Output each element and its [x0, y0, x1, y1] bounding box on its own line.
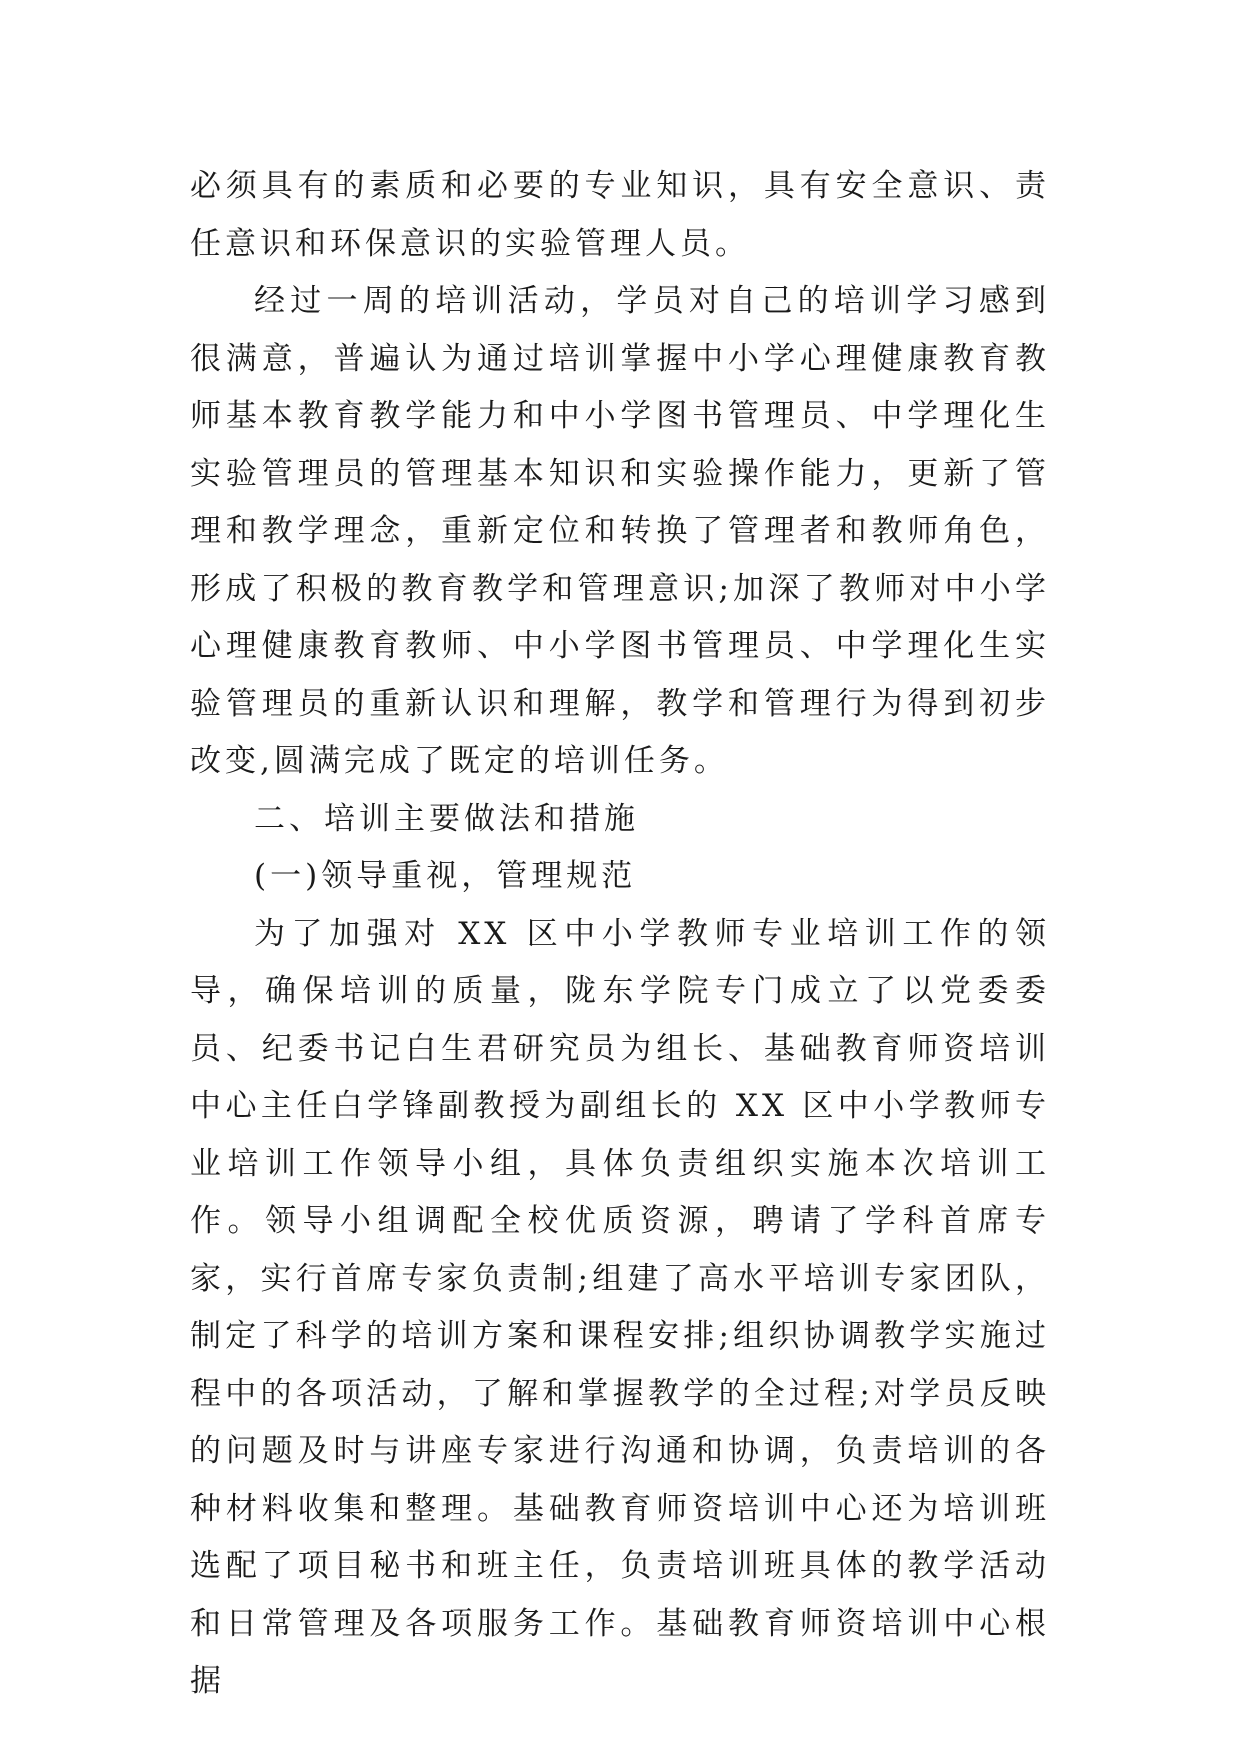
document-body	[190, 158, 1050, 1711]
paragraph-continuation: 必须具有的素质和必要的专业知识，具有安全意识、责任意识和环保意识的实验管理人员。	[190, 168, 1050, 262]
paragraph-training-outcome: 经过一周的培训活动，学员对自己的培训学习感到很满意，普遍认为通过培训掌握中小学心理健康教育教师基本教育教学能力和中小学图书管理员、中学理化生实验管理员的管理基本知识和实验操作能力，更新了管理和教学理念，重新定位和转换了管理者和教师角色，形成了积极的教育教学和管理意识;加深了教师对中小学心理健康教育教师、中小学图书管理员、中学理化生实验管理员的重新认识和理解，教学和管理行为得到初步改变,圆满完成了既定的培训任务。	[190, 283, 1050, 779]
paragraph-leadership: 为了加强对 XX 区中小学教师专业培训工作的领导，确保培训的质量，陇东学院专门成立了以党委委员、纪委书记白生君研究员为组长、基础教育师资培训中心主任白学锋副教授为副组长的 XX 区中小学教师专业培训工作领导小组，具体负责组织实施本次培训工作。领导小组调配全校优质资源，聘请了学科首席专家，实行首席专家负责制;组建了高水平培训专家团队，制定了科学的培训方案和课程安排;组织协调教学实施过程中的各项活动，了解和掌握教学的全过程;对学员反映的问题及时与讲座专家进行沟通和协调，负责培训的各种材料收集和整理。基础教育师资培训中心还为培训班选配了项目秘书和班主任，负责培训班具体的教学活动和日常管理及各项服务工作。基础教育师资培训中心根据	[190, 915, 1050, 1699]
subsection-heading: (一)领导重视，管理规范	[254, 858, 637, 894]
section-heading: 二、培训主要做法和措施	[254, 800, 639, 837]
